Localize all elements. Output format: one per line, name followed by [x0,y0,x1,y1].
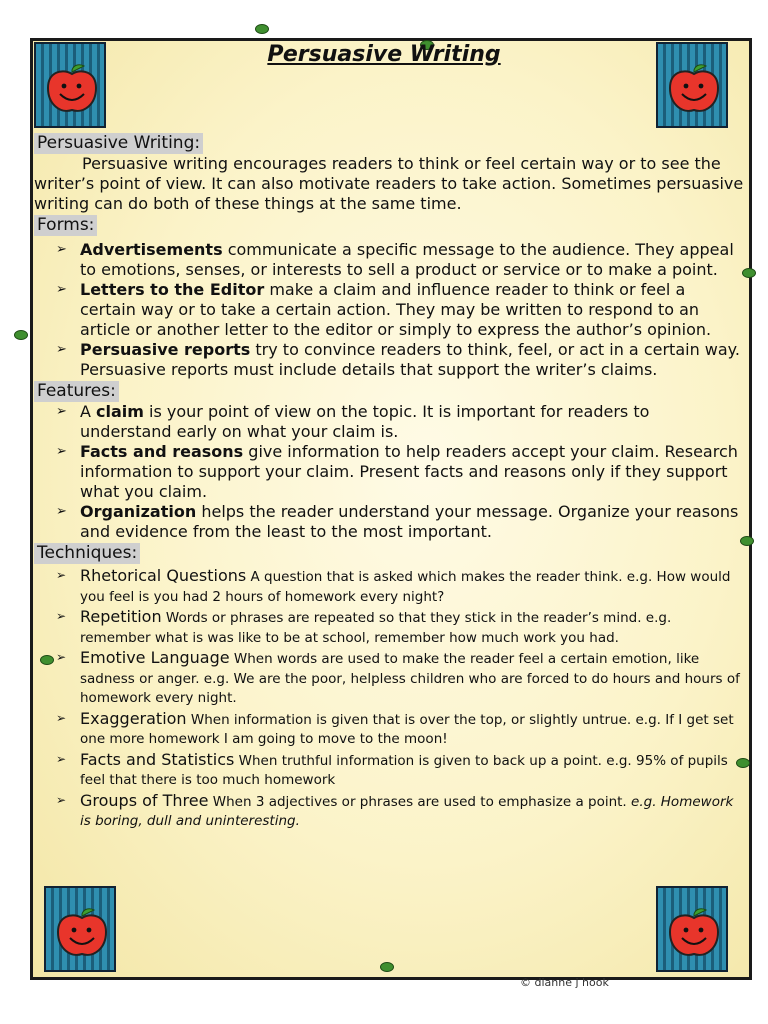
description: make a claim and influence reader to think or feel a certain way or to take a certain action. They may be written to respond to an article or another letter to the editor or simply to express the author’s opinion. [80,280,712,339]
term: Rhetorical Questions [80,566,247,585]
description: When information is given that is over the top, or slightly untrue. e.g. If I get set one more homework I am going to move to the moon! [80,711,734,747]
description: communicate a specific message to the audience. They appeal to emotions, senses, or interests to sell a product or service or to make a point. [80,240,734,279]
description: is your point of view on the topic. It is important for readers to understand early on what your claim is. [80,402,650,441]
copyright-credit: © dianne j hook [520,976,609,989]
arrow-bullet-icon: ➢ [56,609,67,623]
example: e.g. Homework is boring, dull and uninteresting. [80,793,734,829]
list-item [56,790,746,832]
term: Facts and reasons [80,442,244,461]
corner-apple-bottom-right [656,886,728,972]
arrow-bullet-icon: ➢ [56,568,67,582]
term: Groups of Three [80,790,209,810]
apple-icon [666,62,722,116]
arrow-bullet-icon: ➢ [56,242,67,257]
description: helps the reader understand your message. Organize your reasons and evidence from the least to the most important. [80,502,739,541]
description: give information to help readers accept your claim. Research information to support your claim. Present facts and reasons only if they support what you claim. [80,442,738,501]
term: Letters to the Editor [80,280,265,299]
list-item [56,607,746,648]
apple-icon [54,906,110,960]
arrow-bullet-icon: ➢ [56,282,67,297]
list-item [56,648,746,709]
corner-apple-bottom-left [44,886,116,972]
term: Exaggeration [80,708,187,728]
arrow-bullet-icon: ➢ [56,504,67,519]
arrow-bullet-icon: ➢ [56,710,67,725]
arrow-bullet-icon: ➢ [56,751,67,766]
arrow-bullet-icon: ➢ [56,792,67,807]
leaf-icon [380,962,394,972]
list-item [56,340,746,380]
description: When 3 adjectives or phrases are used to emphasize a point. [208,793,632,810]
section-heading-forms: Forms: [34,215,97,236]
description: When truthful information is given to back up a point. e.g. 95% of pupils feel that there is too much homework [80,752,728,788]
main-content [34,132,746,832]
term: Persuasive reports [80,340,251,359]
features-list [34,402,746,542]
list-item [56,708,746,750]
list-item [56,442,746,502]
apple-icon [666,906,722,960]
term: Repetition [80,607,162,626]
prefix: A [80,402,97,421]
term: Advertisements [80,240,223,259]
description: try to convince readers to think, feel, or act in a certain way. Persuasive reports must include details that support the writer’s claims. [80,340,740,379]
list-item [56,402,746,442]
list-item [56,749,746,791]
list-item [56,566,746,607]
section-heading-features: Features: [34,381,119,402]
leaf-icon [14,330,28,340]
forms-list [34,240,746,380]
arrow-bullet-icon: ➢ [56,444,67,459]
page-title: Persuasive Writing [267,42,501,67]
arrow-bullet-icon: ➢ [56,342,67,357]
list-item [56,502,746,542]
arrow-bullet-icon: ➢ [56,404,67,419]
section-heading-techniques: Techniques: [34,543,140,564]
term: claim [96,402,144,421]
description: Words or phrases are repeated so that they stick in the reader’s mind. e.g. remember what is was like to be at school, remember how much work you had. [80,610,672,646]
techniques-list [34,566,746,832]
intro-paragraph: Persuasive writing encourages readers to think or feel certain way or to see the writer’s point of view. It can also motivate readers to take action. Sometimes persuasive writing can do both of these things at the same time. [34,154,744,213]
list-item [56,280,746,340]
list-item [56,240,746,280]
description: When words are used to make the reader feel a certain emotion, like sadness or anger. e.g. We are the poor, helpless children who are forced to do hours and hours of homework every night. [80,651,740,706]
section-heading-intro: Persuasive Writing: [34,133,203,154]
description: A question that is asked which makes the reader think. e.g. How would you feel is you had 2 hours of homework every night? [80,569,731,605]
leaf-icon [255,24,269,34]
arrow-bullet-icon: ➢ [56,650,67,664]
term: Emotive Language [80,648,230,667]
apple-icon [44,62,100,116]
term: Facts and Statistics [80,749,235,769]
term: Organization [80,502,197,521]
